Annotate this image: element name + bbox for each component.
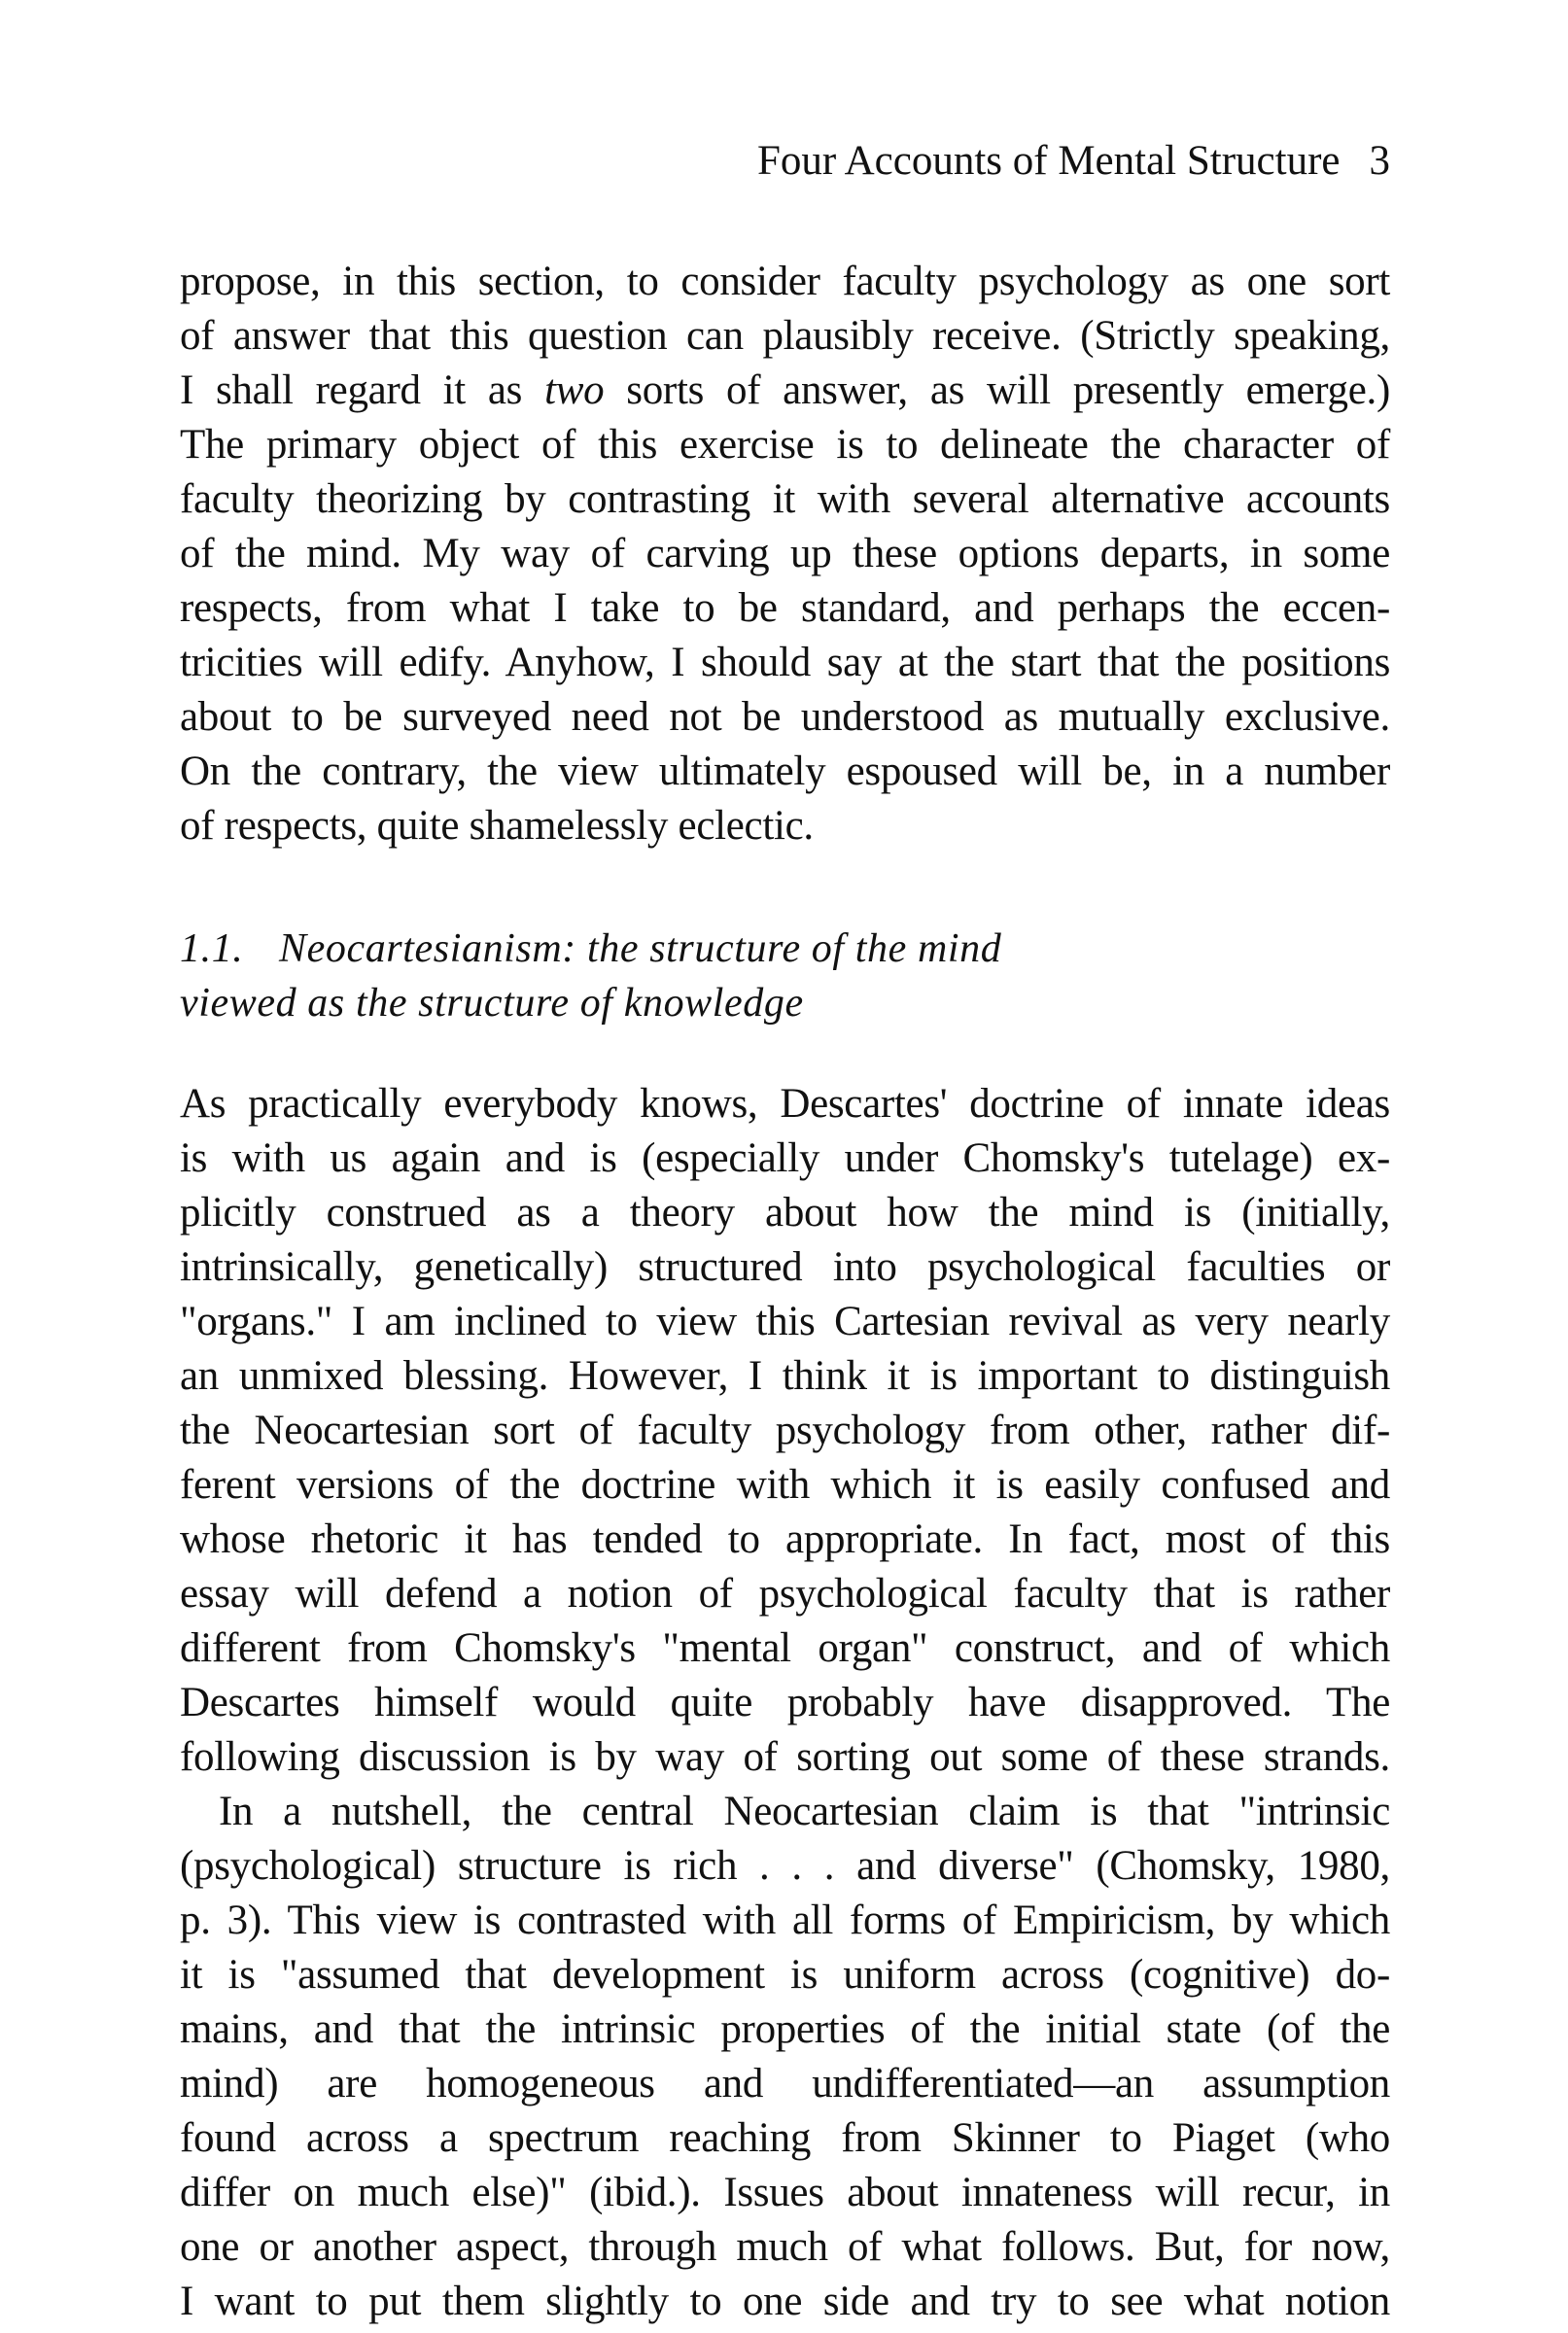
text-line: I want to put them slightly to one side and try to see what notion (180, 2279, 1390, 2324)
section-heading (180, 922, 1001, 976)
text-line: whose rhetoric it has tended to appropriate. In fact, most of this (180, 1516, 1390, 1562)
text-line: The primary object of this exercise is to delineate the character of (180, 422, 1390, 468)
text-line: it is "assumed that development is uniform across (cognitive) do- (180, 1952, 1390, 1998)
text-line: tricities will edify. Anyhow, I should say at the start that the positions (180, 640, 1390, 685)
text-line: different from Chomsky's "mental organ" construct, and of which (180, 1625, 1390, 1671)
text-line: propose, in this section, to consider faculty psychology as one sort (180, 259, 1390, 304)
text-line: faculty theorizing by contrasting it with several alternative accounts (180, 476, 1390, 522)
text-line (180, 364, 1390, 418)
text-line: Descartes himself would quite probably have disapproved. The (180, 1680, 1390, 1725)
running-title: Four Accounts of Mental Structure (756, 138, 1341, 184)
text-line: intrinsically, genetically) structured into psychological faculties or (180, 1244, 1390, 1290)
emphasis-two: two (544, 367, 605, 413)
text-segment: sorts of answer, as will presently emerge.) (626, 367, 1390, 413)
text-segment: I shall regard it as (180, 367, 523, 413)
running-head (0, 134, 1390, 189)
text-line: (psychological) structure is rich . . . and diverse" (Chomsky, 1980, (180, 1843, 1390, 1889)
text-line: p. 3). This view is contrasted with all forms of Empiricism, by which (180, 1898, 1390, 1943)
text-line: of respects, quite shamelessly eclectic. (180, 803, 814, 849)
text-line: found across a spectrum reaching from Skinner to Piaget (who (180, 2115, 1390, 2161)
text-line: an unmixed blessing. However, I think it is important to distinguish (180, 1353, 1390, 1399)
text-line: ferent versions of the doctrine with which it is easily confused and (180, 1462, 1390, 1508)
section-title-line-1: Neocartesianism: the structure of the mind (279, 926, 1002, 971)
text-line: mains, and that the intrinsic properties of the initial state (of the (180, 2006, 1390, 2052)
text-line: plicitly construed as a theory about how the mind is (initially, (180, 1190, 1390, 1236)
text-line: of answer that this question can plausibly receive. (Strictly speaking, (180, 313, 1390, 359)
text-line: respects, from what I take to be standard, and perhaps the eccen- (180, 585, 1390, 631)
section-number: 1.1. (180, 926, 244, 971)
text-line: one or another aspect, through much of what follows. But, for now, (180, 2224, 1390, 2270)
text-line: about to be surveyed need not be understood as mutually exclusive. (180, 694, 1390, 740)
text-line: of the mind. My way of carving up these options departs, in some (180, 531, 1390, 576)
text-line: the Neocartesian sort of faculty psychology from other, rather dif- (180, 1408, 1390, 1453)
text-line: In a nutshell, the central Neocartesian claim is that "intrinsic (219, 1789, 1390, 1834)
text-line: differ on much else)" (ibid.). Issues about innateness will recur, in (180, 2170, 1390, 2215)
text-line: is with us again and is (especially under Chomsky's tutelage) ex- (180, 1135, 1390, 1181)
text-line: "organs." I am inclined to view this Cartesian revival as very nearly (180, 1299, 1390, 1344)
text-line: following discussion is by way of sorting out some of these strands. (180, 1734, 1390, 1780)
text-line: essay will defend a notion of psychological faculty that is rather (180, 1571, 1390, 1617)
page-number: 3 (1369, 138, 1390, 184)
text-line: On the contrary, the view ultimately espoused will be, in a number (180, 749, 1390, 794)
text-line: As practically everybody knows, Descartes' doctrine of innate ideas (180, 1081, 1390, 1127)
text-line: mind) are homogeneous and undifferentiated—an assumption (180, 2061, 1390, 2107)
section-title-line-2: viewed as the structure of knowledge (180, 981, 804, 1026)
